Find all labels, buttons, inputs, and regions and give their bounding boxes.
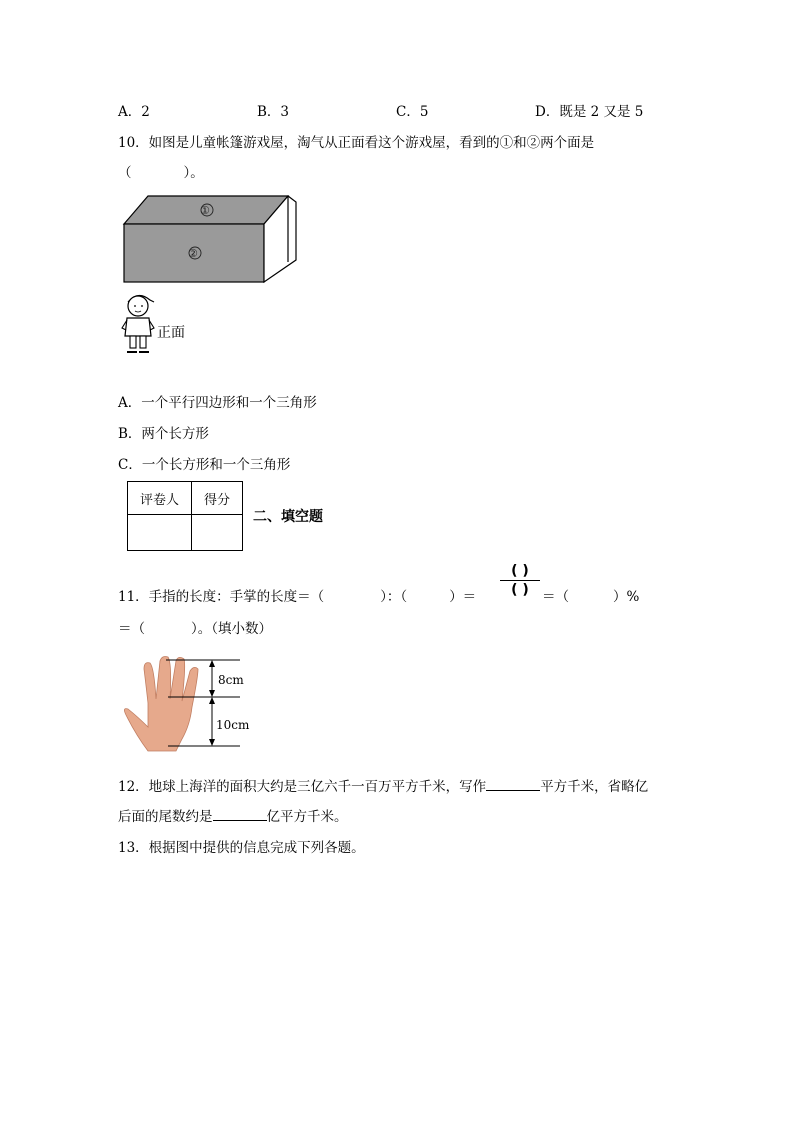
question-13-text: 13．根据图中提供的信息完成下列各题。 bbox=[118, 840, 365, 856]
section-title: 二、填空题 bbox=[253, 509, 323, 525]
question-10-text: 10．如图是儿童帐篷游戏屋，淘气从正面看这个游戏屋，看到的①和②两个面是 bbox=[118, 135, 595, 151]
option-a[interactable]: A．2 bbox=[118, 104, 150, 120]
question-10-answer-line bbox=[118, 163, 204, 183]
hand-figure bbox=[118, 655, 268, 755]
answer-blank-2[interactable] bbox=[213, 806, 267, 821]
fraction-denominator: ( ) bbox=[511, 582, 529, 598]
grader-header: 评卷人 bbox=[128, 482, 192, 515]
q10-option-c[interactable]: C．一个长方形和一个三角形 bbox=[118, 457, 291, 473]
score-cell[interactable] bbox=[192, 515, 243, 551]
option-b[interactable]: B．3 bbox=[257, 104, 290, 120]
question-12-line2: 后面的尾数约是 亿平方千米。 bbox=[118, 806, 348, 827]
face-2-label: ② bbox=[188, 247, 198, 260]
tent-figure bbox=[118, 192, 303, 290]
question-11-text: 11．手指的长度：手掌的长度＝（ ）：（ ）＝ bbox=[118, 589, 477, 605]
child-icon bbox=[118, 290, 158, 356]
option-c[interactable]: C．5 bbox=[396, 104, 429, 120]
question-11-percent: ＝（ ）% bbox=[542, 589, 640, 605]
grader-cell[interactable] bbox=[128, 515, 192, 551]
face-1-label: ① bbox=[200, 204, 210, 217]
front-label: 正面 bbox=[157, 325, 185, 341]
paren-close: ）。 bbox=[183, 165, 204, 181]
palm-length-label: 10cm bbox=[216, 718, 250, 732]
question-12-line1: 12．地球上海洋的面积大约是三亿六千一百万平方千米，写作 平方千米，省略亿 bbox=[118, 776, 648, 797]
score-header: 得分 bbox=[192, 482, 243, 515]
finger-length-label: 8cm bbox=[218, 673, 244, 687]
question-11-line2: ＝（ ）。（填小数） bbox=[118, 621, 272, 637]
q10-option-b[interactable]: B．两个长方形 bbox=[118, 426, 209, 442]
answer-blank-1[interactable] bbox=[486, 776, 540, 791]
fraction-numerator: ( ) bbox=[511, 563, 529, 579]
fraction bbox=[498, 562, 542, 599]
option-d[interactable]: D．既是 2 又是 5 bbox=[535, 104, 644, 120]
score-table bbox=[127, 481, 243, 551]
paren-open: （ bbox=[118, 165, 132, 181]
q10-option-a[interactable]: A．一个平行四边形和一个三角形 bbox=[118, 395, 317, 411]
